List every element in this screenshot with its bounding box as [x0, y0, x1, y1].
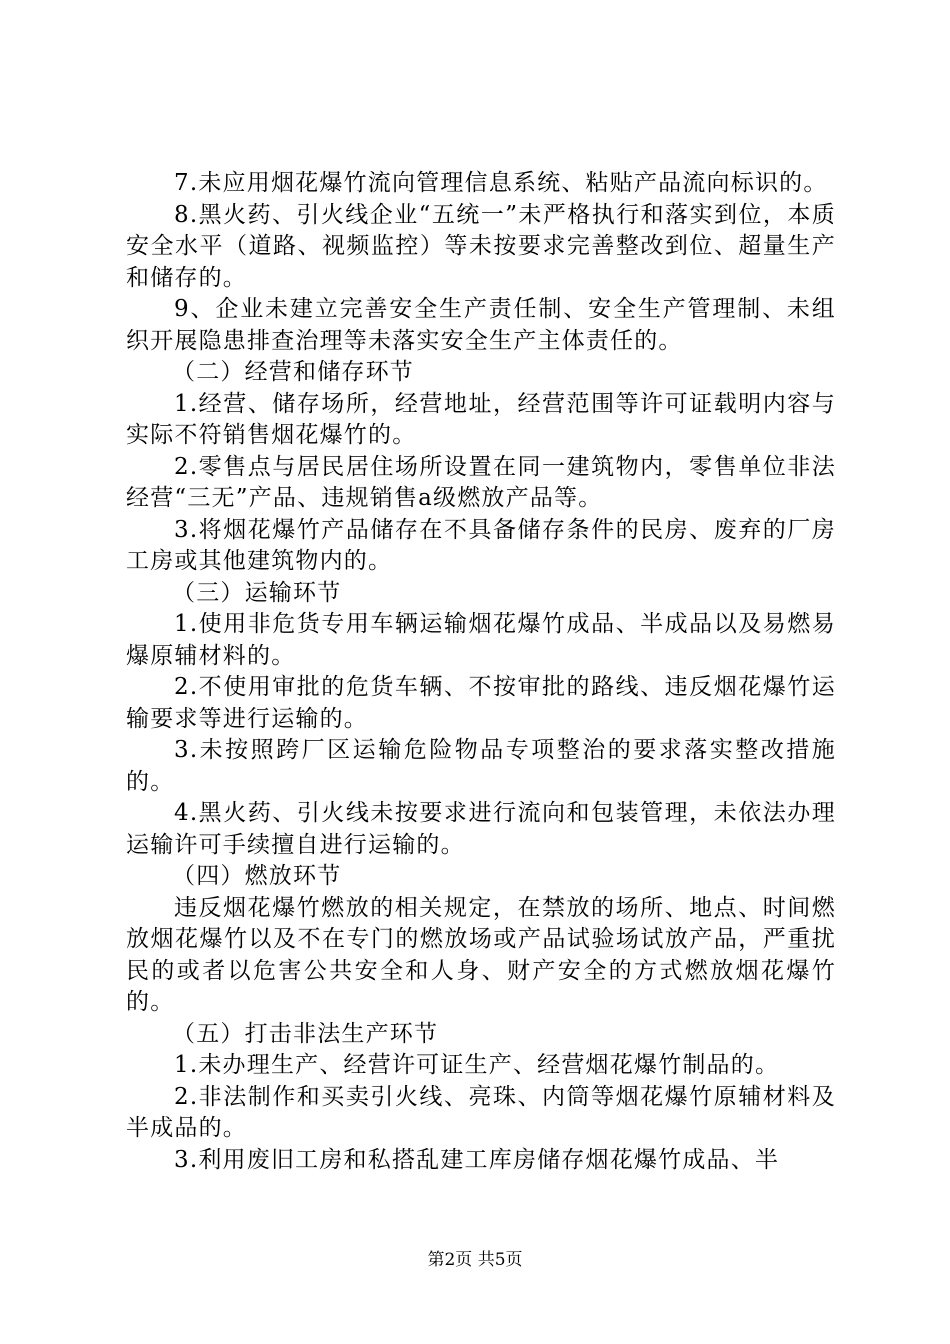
- paragraph: 违反烟花爆竹燃放的相关规定，在禁放的场所、地点、时间燃放烟花爆竹以及不在专门的燃放场或产品试验场试放产品，严重扰民的或者以危害公共安全和人身、财产安全的方式燃放烟花爆竹的。: [126, 894, 836, 1015]
- paragraph: 1.使用非危货专用车辆运输烟花爆竹成品、半成品以及易燃易爆原辅材料的。: [126, 611, 836, 669]
- section-heading: （五）打击非法生产环节: [172, 1020, 439, 1047]
- paragraph: 2.不使用审批的危货车辆、不按审批的路线、违反烟花爆竹运输要求等进行运输的。: [126, 674, 836, 732]
- paragraph: 3.未按照跨厂区运输危险物品专项整治的要求落实整改措施的。: [126, 737, 836, 795]
- paragraph: 3.将烟花爆竹产品储存在不具备储存条件的民房、废弃的厂房工房或其他建筑物内的。: [126, 516, 836, 574]
- paragraph: 4.黑火药、引火线未按要求进行流向和包装管理，未依法办理运输许可手续擅自进行运输的。: [126, 800, 836, 858]
- paragraph: 9、企业未建立完善安全生产责任制、安全生产管理制、未组织开展隐患排查治理等未落实安全生产主体责任的。: [126, 296, 836, 354]
- paragraph: 3.利用废旧工房和私搭乱建工库房储存烟花爆竹成品、半: [174, 1146, 780, 1173]
- paragraph: 2.非法制作和买卖引火线、亮珠、内筒等烟花爆竹原辅材料及半成品的。: [126, 1083, 836, 1141]
- document-body: [126, 168, 836, 1176]
- paragraph: 1.未办理生产、经营许可证生产、经营烟花爆竹制品的。: [174, 1052, 780, 1078]
- section-heading: （四）燃放环节: [172, 863, 342, 889]
- paragraph: 7.未应用烟花爆竹流向管理信息系统、粘贴产品流向标识的。: [174, 170, 828, 196]
- paragraph: 1.经营、储存场所，经营地址，经营范围等许可证载明内容与实际不符销售烟花爆竹的。: [126, 390, 836, 448]
- section-heading: （三）运输环节: [172, 579, 342, 606]
- section-heading: （二）经营和储存环节: [172, 359, 414, 385]
- page-number-footer: 第2页 共5页: [427, 1250, 523, 1270]
- paragraph: 8.黑火药、引火线企业“五统一”未严格执行和落实到位，本质安全水平（道路、视频监控）等未按要求完善整改到位、超量生产和储存的。: [126, 201, 836, 291]
- paragraph: 2.零售点与居民居住场所设置在同一建筑物内，零售单位非法经营“三无”产品、违规销售a级燃放产品等。: [126, 453, 836, 511]
